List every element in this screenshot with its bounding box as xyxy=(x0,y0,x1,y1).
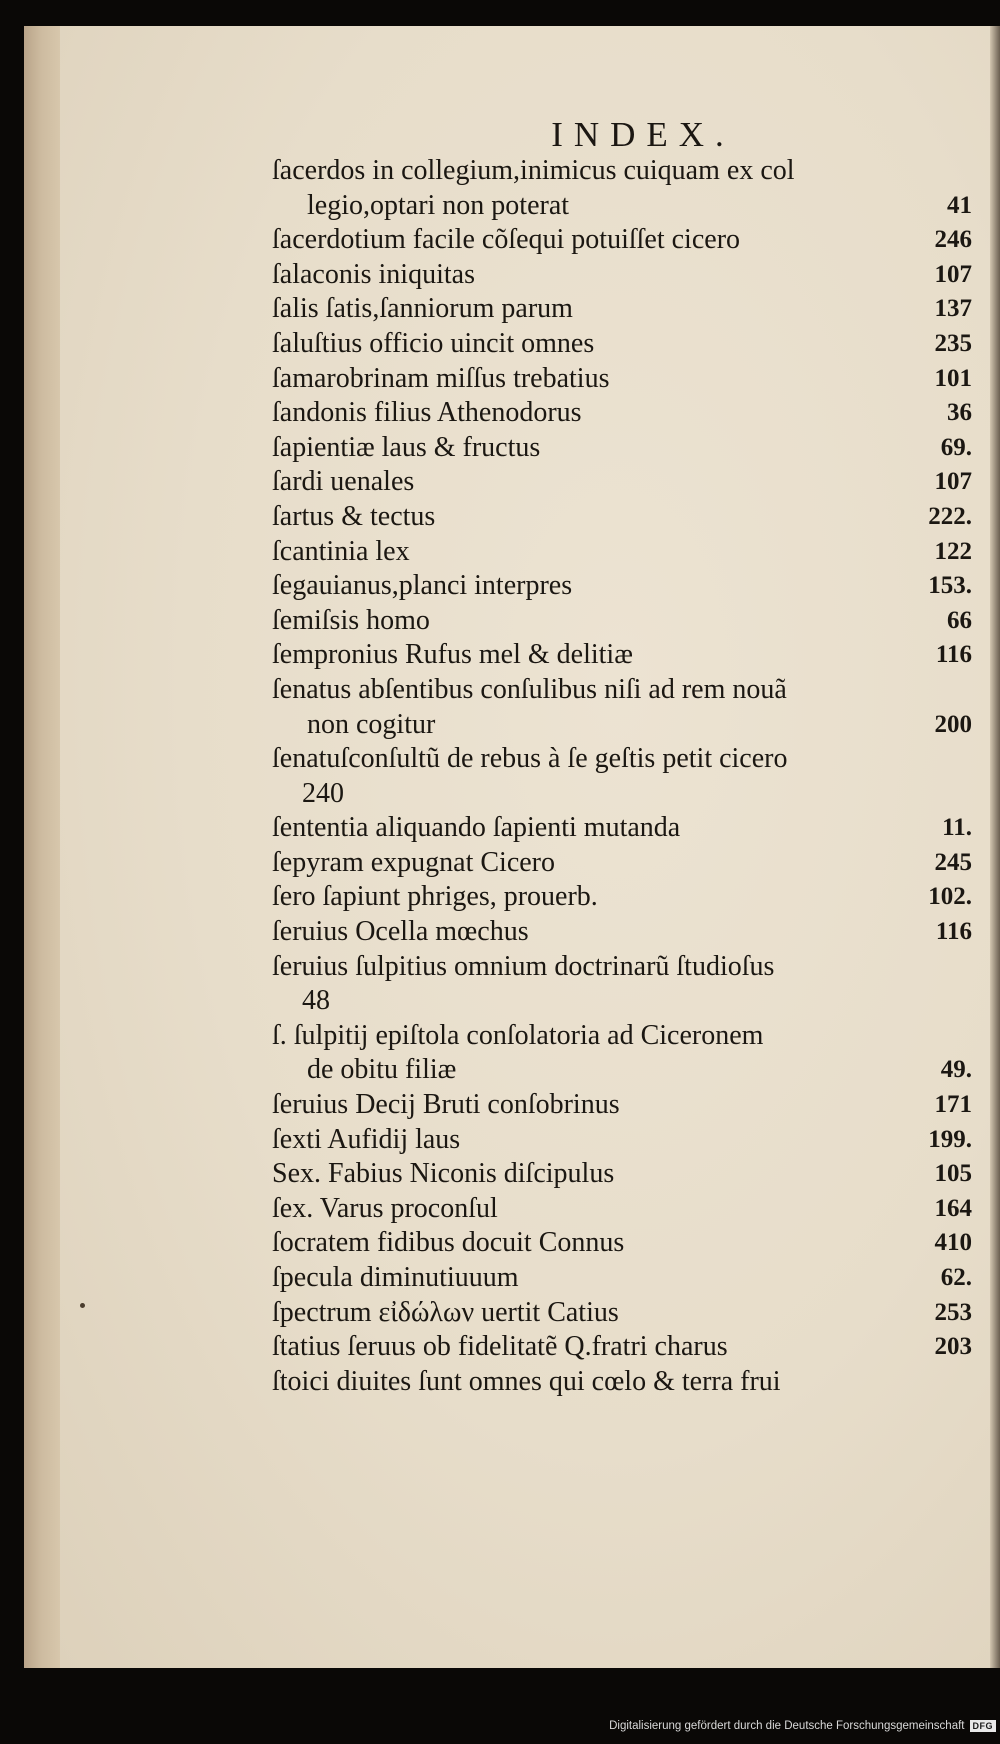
index-entry-page-number: 171 xyxy=(934,1091,972,1119)
index-entry xyxy=(272,950,972,985)
credit-text: Digitalisierung gefördert durch die Deutsche Forschungsgemeinschaft xyxy=(609,1720,965,1732)
index-entry-text: ſ. ſulpitij epiſtola conſolatoria ad Ciceronem xyxy=(272,1019,764,1051)
index-entry xyxy=(272,258,972,293)
index-entry-page-number: 116 xyxy=(935,641,972,669)
index-entry-page-number: 11. xyxy=(942,814,972,842)
index-entry-page-number: 235 xyxy=(934,329,972,357)
index-entry-text: ſegauianus,planci interpres xyxy=(272,570,573,602)
index-entry-text: ſeruius Ocella mœchus xyxy=(272,916,529,948)
index-entry xyxy=(272,742,972,777)
index-entry xyxy=(272,362,972,397)
index-entry xyxy=(272,292,972,327)
index-entry xyxy=(272,915,972,950)
index-entry xyxy=(272,673,972,708)
index-entry-page-number: 410 xyxy=(934,1229,972,1257)
index-entry-page-number: 199. xyxy=(928,1125,972,1153)
index-entry-page-number: 200 xyxy=(934,710,972,738)
index-entry-page-number: 69. xyxy=(940,433,972,461)
index-entry-text: ſepyram expugnat Cicero xyxy=(272,846,556,878)
index-entry-text: ſamarobrinam miſſus trebatius xyxy=(272,362,610,394)
index-entry-page-number: 116 xyxy=(935,918,972,946)
index-entry-page-number: 222. xyxy=(928,502,972,530)
index-entry-page-number: 137 xyxy=(934,295,972,323)
index-entry-text: ſex. Varus proconſul xyxy=(272,1192,498,1224)
index-entry xyxy=(272,1192,972,1227)
index-entry-page-number: 164 xyxy=(934,1194,972,1222)
index-entry xyxy=(272,1157,972,1192)
index-entry xyxy=(272,569,972,604)
index-entry-page-number: 153. xyxy=(928,572,972,600)
index-entry-text: ſtatius ſeruus ob fidelitatẽ Q.fratri charus xyxy=(272,1331,728,1363)
index-entry-page-number: 49. xyxy=(940,1056,972,1084)
index-entry-text: ſero ſapiunt phriges, prouerb. xyxy=(272,881,598,913)
index-entry xyxy=(272,880,972,915)
index-entry-text: ſtoici diuites ſunt omnes qui cœlo & terra frui xyxy=(272,1365,781,1397)
index-entry-page-number: 203 xyxy=(934,1333,972,1361)
index-entry-text: ſempronius Rufus mel & delitiæ xyxy=(272,639,633,671)
index-entry-text: ſeruius ſulpitius omnium doctrinarũ ſtudioſus xyxy=(272,950,775,982)
index-entry xyxy=(272,777,972,812)
index-entry-text: ſcantinia lex xyxy=(272,535,410,567)
index-entry-text: ſapientiæ laus & fructus xyxy=(272,431,541,463)
index-entry xyxy=(272,189,972,224)
index-entries xyxy=(272,154,972,1399)
index-entry xyxy=(272,535,972,570)
index-entry xyxy=(272,431,972,466)
index-entry-text: Sex. Fabius Niconis diſcipulus xyxy=(272,1158,615,1190)
index-entry-text: ſemiſsis homo xyxy=(272,604,430,636)
index-entry xyxy=(272,1261,972,1296)
index-entry-page-number: 107 xyxy=(934,468,972,496)
index-entry xyxy=(272,465,972,500)
index-entry-text: 240 xyxy=(302,777,344,809)
index-entry-text: ſocratem fidibus docuit Connus xyxy=(272,1227,625,1259)
index-entry xyxy=(272,708,972,743)
index-entry xyxy=(272,811,972,846)
index-entry xyxy=(272,1296,972,1331)
index-entry-text: 48 xyxy=(302,985,330,1017)
index-entry xyxy=(272,638,972,673)
index-entry-page-number: 101 xyxy=(934,364,972,392)
index-entry-page-number: 253 xyxy=(934,1298,972,1326)
index-entry xyxy=(272,154,972,189)
index-entry-text: ſardi uenales xyxy=(272,466,415,498)
index-entry-text: ſartus & tectus xyxy=(272,500,436,532)
index-entry xyxy=(272,846,972,881)
index-entry xyxy=(272,1088,972,1123)
digitization-credit xyxy=(609,1720,996,1732)
page-title: INDEX. xyxy=(551,115,735,154)
index-entry xyxy=(272,1365,972,1400)
index-entry-text: ſenatuſconſultũ de rebus à ſe geſtis petit cicero xyxy=(272,743,788,775)
index-entry-page-number: 122 xyxy=(934,537,972,565)
index-entry-page-number: 41 xyxy=(947,191,972,219)
index-entry xyxy=(272,1019,972,1054)
index-entry xyxy=(272,984,972,1019)
index-entry-page-number: 102. xyxy=(928,883,972,911)
index-entry-page-number: 66 xyxy=(947,606,972,634)
index-entry-text: ſacerdotium facile cõſequi potuiſſet cicero xyxy=(272,224,741,256)
index-entry-text: de obitu filiæ xyxy=(307,1054,457,1086)
index-entry-page-number: 36 xyxy=(947,399,972,427)
index-entry-page-number: 245 xyxy=(934,848,972,876)
index-entry-text: ſeruius Decij Bruti conſobrinus xyxy=(272,1089,620,1121)
dfg-logo: DFG xyxy=(970,1720,997,1732)
page-text xyxy=(272,112,972,1399)
index-entry-text: ſalaconis iniquitas xyxy=(272,258,475,290)
index-entry-text: ſandonis filius Athenodorus xyxy=(272,397,582,429)
index-entry-text: ſpectrum εἰδώλων uertit Catius xyxy=(272,1296,619,1328)
index-entry xyxy=(272,396,972,431)
index-entry-page-number: 62. xyxy=(940,1264,972,1291)
index-entry xyxy=(272,500,972,535)
index-entry-text: ſpecula diminutiuuum xyxy=(272,1262,519,1293)
index-entry-text: legio,optari non poterat xyxy=(307,189,570,221)
index-entry xyxy=(272,223,972,258)
book-edge xyxy=(24,26,63,1668)
index-entry xyxy=(272,327,972,362)
ink-spot xyxy=(80,1303,85,1308)
index-entry-text: non cogitur xyxy=(307,708,436,740)
index-entry-text: ſacerdos in collegium,inimicus cuiquam ex col xyxy=(272,155,795,186)
index-entry-page-number: 107 xyxy=(934,260,972,288)
index-entry-text: ſalis ſatis,ſanniorum parum xyxy=(272,293,573,325)
index-entry xyxy=(272,1330,972,1365)
index-entry-text: ſexti Aufidij laus xyxy=(272,1123,461,1155)
index-entry xyxy=(272,604,972,639)
index-entry-text: ſaluſtius officio uincit omnes xyxy=(272,327,595,359)
index-entry xyxy=(272,1053,972,1088)
right-page-edge xyxy=(990,26,1000,1668)
index-entry-text: ſenatus abſentibus conſulibus niſi ad rem nouã xyxy=(272,673,787,705)
index-entry xyxy=(272,1123,972,1158)
index-entry-page-number: 105 xyxy=(934,1160,972,1188)
index-entry-text: ſententia aliquando ſapienti mutanda xyxy=(272,812,681,844)
index-entry xyxy=(272,1226,972,1261)
index-entry-page-number: 246 xyxy=(934,226,972,254)
